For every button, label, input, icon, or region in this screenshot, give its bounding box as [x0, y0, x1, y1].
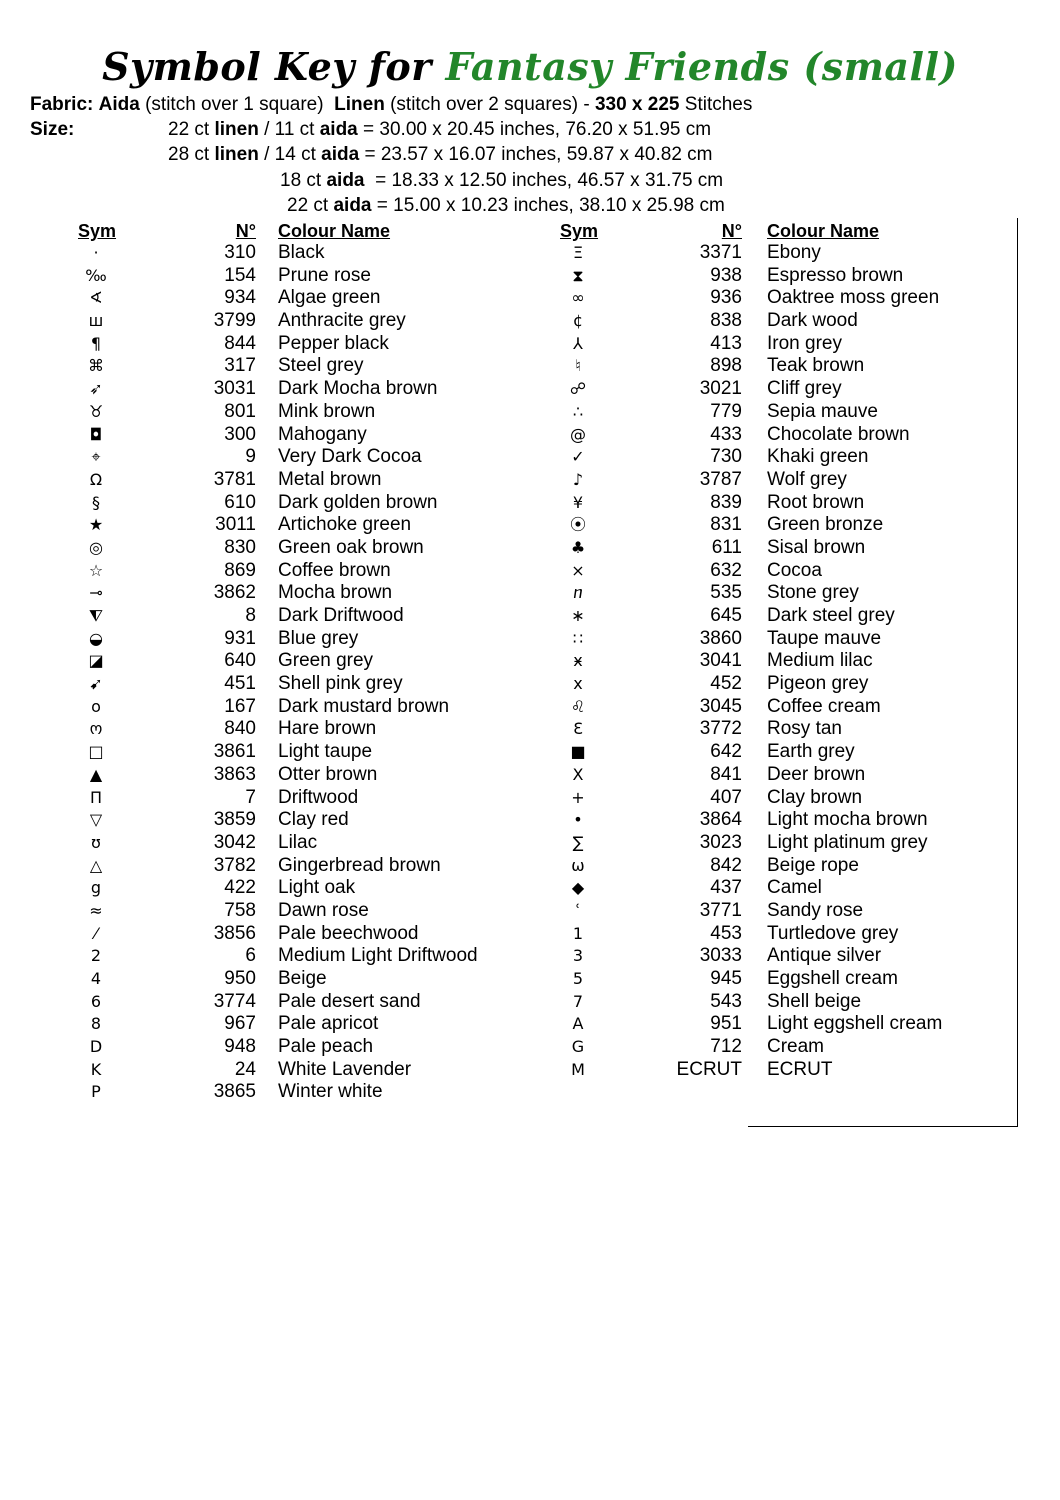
- colour-name-cell: Anthracite grey: [278, 310, 406, 332]
- symbol-cell: ¢: [572, 311, 584, 331]
- symbol-cell: ⦿: [569, 515, 586, 535]
- colour-name-cell: Medium lilac: [767, 650, 873, 672]
- title-prefix: Symbol Key for: [102, 44, 432, 89]
- colour-number-cell: 642: [710, 741, 742, 763]
- colour-name-cell: Beige: [278, 968, 327, 989]
- colour-number-cell: 730: [710, 446, 742, 468]
- colour-name-cell: Pale peach: [278, 1036, 374, 1058]
- size-text: 28 ct: [168, 144, 215, 165]
- right-colour-name-column: [767, 242, 942, 1081]
- colour-number-cell: 7: [245, 786, 256, 808]
- colour-name-cell: Taupe mauve: [767, 627, 882, 649]
- colour-number-cell: 610: [224, 491, 256, 513]
- symbol-cell: ⌖: [91, 447, 101, 467]
- colour-number-cell: 154: [224, 264, 256, 286]
- colour-number-cell: 3860: [699, 627, 742, 649]
- symbol-cell: 3: [572, 946, 584, 966]
- colour-number-cell: 831: [710, 514, 742, 536]
- symbol-cell: ო: [89, 719, 103, 739]
- size-text: = 23.57 x 16.07 inches, 59.87 x 40.82 cm: [359, 144, 713, 165]
- colour-name-cell: Light taupe: [278, 741, 373, 763]
- colour-name-cell: Lilac: [278, 831, 318, 853]
- symbol-cell: ⧨: [88, 606, 104, 625]
- left-header-num: N°: [235, 221, 256, 241]
- colour-name-cell: Driftwood: [278, 786, 359, 808]
- symbol-cell: ·: [93, 243, 99, 262]
- symbol-cell: ◎: [89, 537, 103, 557]
- colour-name-cell: Teak brown: [767, 355, 865, 377]
- colour-number-cell: 712: [710, 1036, 742, 1058]
- symbol-cell: A: [572, 1014, 584, 1034]
- symbol-cell: ◘: [89, 424, 103, 444]
- colour-number-cell: 535: [710, 582, 742, 604]
- colour-name-cell: Light eggshell cream: [767, 1013, 943, 1035]
- symbol-cell: Ɛ: [573, 719, 583, 739]
- colour-number-cell: 6: [245, 945, 256, 967]
- symbol-cell: ∴: [572, 401, 584, 421]
- colour-number-cell: 3859: [213, 809, 256, 831]
- symbol-cell: ⨯: [571, 560, 585, 580]
- colour-number-cell: 300: [224, 423, 256, 445]
- size-bold: aida: [326, 170, 365, 191]
- size-text: 22 ct: [287, 195, 334, 216]
- size-line-4: [287, 193, 725, 218]
- fabric-linen-note: (stitch over 2 squares) -: [390, 94, 590, 115]
- symbol-cell: 6: [90, 991, 102, 1011]
- symbol-cell: ‰: [85, 265, 107, 285]
- symbol-cell: 5: [572, 969, 584, 988]
- symbol-cell: ◒: [89, 628, 103, 648]
- colour-name-cell: Black: [278, 242, 325, 263]
- symbol-cell: ♌: [570, 696, 586, 716]
- symbol-cell: ⅄: [573, 333, 583, 353]
- colour-number-cell: 3799: [213, 310, 256, 332]
- colour-name-cell: Earth grey: [767, 741, 855, 763]
- colour-number-cell: 936: [710, 287, 742, 309]
- symbol-cell: K: [90, 1059, 102, 1079]
- colour-number-cell: ECRUT: [676, 1058, 742, 1080]
- colour-number-cell: 8: [245, 605, 256, 626]
- colour-number-cell: 967: [224, 1013, 256, 1035]
- size-bold: aida: [321, 144, 360, 165]
- symbol-cell: •: [573, 810, 583, 830]
- colour-number-cell: 779: [710, 400, 742, 422]
- symbol-cell: ▽: [89, 810, 103, 830]
- symbol-cell: ¥: [572, 492, 584, 512]
- colour-name-cell: Sepia mauve: [767, 400, 878, 422]
- colour-name-cell: Clay brown: [767, 786, 863, 808]
- colour-number-cell: 938: [710, 264, 742, 286]
- colour-name-cell: ECRUT: [767, 1058, 833, 1080]
- symbol-cell: §: [92, 492, 100, 512]
- colour-number-cell: 948: [224, 1036, 256, 1058]
- size-bold: aida: [333, 195, 372, 216]
- colour-name-cell: Dark Driftwood: [278, 605, 404, 626]
- colour-number-cell: 842: [710, 854, 742, 876]
- symbol-cell: ʿ: [575, 900, 581, 920]
- colour-number-cell: 167: [224, 695, 256, 717]
- colour-number-cell: 841: [710, 763, 742, 785]
- colour-number-cell: 869: [224, 559, 256, 581]
- colour-name-cell: Cream: [767, 1036, 825, 1058]
- colour-number-cell: 451: [224, 673, 256, 695]
- symbol-cell: ω: [571, 855, 585, 875]
- right-number-column: [652, 242, 742, 1081]
- symbol-cell: G: [571, 1037, 585, 1057]
- colour-number-cell: 632: [710, 559, 742, 581]
- colour-number-cell: 645: [710, 605, 742, 626]
- symbol-cell: ⌘: [88, 356, 104, 376]
- colour-number-cell: 3865: [213, 1081, 256, 1103]
- left-header-name: Colour Name: [278, 221, 391, 241]
- right-symbol-column: [558, 242, 598, 1081]
- colour-name-cell: Clay red: [278, 809, 349, 831]
- size-text: 22 ct: [168, 119, 215, 140]
- title-design-name: Fantasy Friends (small): [445, 44, 958, 89]
- symbol-cell: Ξ: [572, 243, 584, 262]
- symbol-cell: ʊ: [91, 832, 101, 852]
- symbol-cell: ш: [88, 311, 104, 331]
- size-text: = 30.00 x 20.45 inches, 76.20 x 51.95 cm: [357, 119, 712, 140]
- fabric-dims: 330 x 225: [594, 94, 680, 115]
- colour-name-cell: Turtledove grey: [767, 922, 899, 944]
- colour-name-cell: Otter brown: [278, 763, 378, 785]
- colour-number-cell: 3864: [699, 809, 742, 831]
- symbol-cell: ∞: [571, 288, 585, 308]
- colour-name-cell: Dark mustard brown: [278, 695, 450, 717]
- colour-number-cell: 951: [710, 1013, 742, 1035]
- size-bold: linen: [214, 119, 259, 140]
- symbol-cell: ♮: [575, 356, 581, 376]
- left-colour-name-column: [278, 242, 478, 1104]
- colour-name-cell: Shell beige: [767, 990, 862, 1012]
- right-header-sym: Sym: [560, 221, 599, 241]
- symbol-cell: P: [91, 1082, 101, 1102]
- symbol-cell: ◆: [571, 878, 585, 898]
- size-line-3: [280, 168, 723, 193]
- symbol-cell: Π: [89, 787, 103, 807]
- symbol-cell: ⊸: [89, 583, 103, 603]
- colour-name-cell: Mahogany: [278, 423, 367, 445]
- colour-name-cell: Iron grey: [767, 332, 842, 354]
- colour-number-cell: 801: [224, 400, 256, 422]
- colour-name-cell: Light oak: [278, 877, 356, 899]
- colour-name-cell: Steel grey: [278, 355, 364, 377]
- colour-name-cell: Wolf grey: [767, 468, 847, 490]
- colour-number-cell: 3031: [213, 378, 256, 400]
- colour-number-cell: 838: [710, 310, 742, 332]
- colour-number-cell: 3771: [699, 899, 742, 921]
- size-bold: aida: [319, 119, 358, 140]
- colour-number-cell: 945: [710, 968, 742, 989]
- symbol-cell: x: [573, 674, 583, 694]
- symbol-cell: ⧗: [572, 265, 584, 285]
- colour-number-cell: 3772: [699, 718, 742, 740]
- colour-name-cell: Beige rope: [767, 854, 859, 876]
- colour-name-cell: Pigeon grey: [767, 673, 869, 695]
- colour-number-cell: 3021: [699, 378, 742, 400]
- colour-number-cell: 433: [710, 423, 742, 445]
- colour-name-cell: Stone grey: [767, 582, 859, 604]
- colour-name-cell: Cocoa: [767, 559, 822, 581]
- page-title: [0, 44, 1060, 89]
- symbol-cell: □: [88, 742, 104, 762]
- colour-name-cell: Camel: [767, 877, 822, 899]
- fabric-aida: Aida: [98, 94, 140, 115]
- colour-name-cell: Rosy tan: [767, 718, 842, 740]
- colour-name-cell: Ebony: [767, 242, 821, 263]
- colour-name-cell: Dark steel grey: [767, 605, 895, 626]
- colour-number-cell: 3011: [215, 514, 256, 536]
- size-bold: linen: [214, 144, 259, 165]
- colour-name-cell: Metal brown: [278, 468, 382, 490]
- fabric-dims-unit: Stitches: [684, 94, 753, 115]
- colour-number-cell: 317: [224, 355, 256, 377]
- colour-name-cell: Light mocha brown: [767, 809, 928, 831]
- right-border-line: [1017, 218, 1018, 1127]
- size-text: = 18.33 x 12.50 inches, 46.57 x 31.75 cm: [364, 170, 724, 191]
- colour-number-cell: 611: [711, 536, 742, 558]
- colour-name-cell: Medium Light Driftwood: [278, 945, 478, 967]
- colour-number-cell: 640: [224, 650, 256, 672]
- symbol-cell: 7: [572, 991, 584, 1011]
- colour-name-cell: Coffee cream: [767, 695, 881, 717]
- colour-number-cell: 437: [710, 877, 742, 899]
- colour-name-cell: Green oak brown: [278, 536, 424, 558]
- symbol-cell: ✓: [571, 447, 585, 467]
- colour-name-cell: Dark wood: [767, 310, 858, 332]
- left-symbol-column: [76, 242, 116, 1104]
- colour-number-cell: 840: [224, 718, 256, 740]
- left-number-column: [166, 242, 256, 1104]
- symbol-cell: @: [570, 424, 586, 444]
- symbol-cell: ∑: [572, 832, 584, 852]
- symbol-cell: ■: [570, 742, 586, 762]
- right-header-num: N°: [721, 221, 742, 241]
- colour-name-cell: Espresso brown: [767, 264, 904, 286]
- colour-name-cell: Green grey: [278, 650, 374, 672]
- colour-name-cell: Pale beechwood: [278, 922, 419, 944]
- colour-name-cell: Winter white: [278, 1081, 383, 1103]
- symbol-cell: ∗: [571, 606, 585, 625]
- symbol-cell: ▲: [89, 764, 103, 784]
- colour-number-cell: 898: [710, 355, 742, 377]
- colour-name-cell: Prune rose: [278, 264, 371, 286]
- colour-number-cell: 950: [224, 968, 256, 989]
- size-text: = 15.00 x 10.23 inches, 38.10 x 25.98 cm: [371, 195, 725, 216]
- fabric-label: Fabric:: [30, 94, 94, 115]
- colour-name-cell: Dark golden brown: [278, 491, 438, 513]
- colour-name-cell: Chocolate brown: [767, 423, 910, 445]
- colour-name-cell: Root brown: [767, 491, 865, 513]
- symbol-cell: △: [89, 855, 103, 875]
- symbol-cell: ∢: [89, 288, 103, 308]
- colour-name-cell: Coffee brown: [278, 559, 391, 581]
- colour-number-cell: 3371: [699, 242, 742, 263]
- colour-number-cell: 3782: [213, 854, 256, 876]
- colour-number-cell: 3861: [213, 741, 256, 763]
- colour-number-cell: 407: [710, 786, 742, 808]
- colour-name-cell: White Lavender: [278, 1058, 412, 1080]
- symbol-cell: 2: [90, 946, 102, 966]
- colour-name-cell: Mink brown: [278, 400, 376, 422]
- right-header-name: Colour Name: [767, 221, 880, 241]
- symbol-cell: ♣: [570, 537, 586, 557]
- colour-name-cell: Shell pink grey: [278, 673, 403, 695]
- colour-name-cell: Hare brown: [278, 718, 377, 740]
- symbol-cell: 4: [90, 969, 102, 988]
- colour-number-cell: 844: [224, 332, 256, 354]
- colour-name-cell: Pale apricot: [278, 1013, 379, 1035]
- colour-number-cell: 934: [224, 287, 256, 309]
- fabric-aida-note: (stitch over 1 square): [145, 94, 324, 115]
- colour-name-cell: Gingerbread brown: [278, 854, 441, 876]
- symbol-cell: ⁄: [94, 923, 98, 943]
- colour-number-cell: 3033: [699, 945, 742, 967]
- symbol-cell: Ⅹ: [572, 764, 584, 784]
- colour-name-cell: Pale desert sand: [278, 990, 421, 1012]
- colour-number-cell: 422: [224, 877, 256, 899]
- colour-name-cell: Algae green: [278, 287, 381, 309]
- size-text: 18 ct: [280, 170, 327, 191]
- colour-number-cell: 310: [224, 242, 256, 263]
- symbol-cell: ⴖ: [573, 583, 583, 603]
- colour-name-cell: Khaki green: [767, 446, 869, 468]
- size-text: / 11 ct: [258, 119, 320, 140]
- symbol-cell: M: [571, 1059, 585, 1079]
- colour-name-cell: Green bronze: [767, 514, 884, 536]
- symbol-cell: ӿ: [573, 651, 583, 671]
- symbol-cell: ➶: [89, 379, 103, 399]
- colour-name-cell: Dark Mocha brown: [278, 378, 438, 400]
- colour-number-cell: 839: [710, 491, 742, 513]
- symbol-cell: ≈: [89, 900, 103, 920]
- colour-name-cell: Artichoke green: [278, 514, 412, 536]
- symbol-cell: +: [571, 787, 585, 807]
- symbol-cell: g: [90, 878, 102, 898]
- fabric-line: [30, 92, 752, 117]
- colour-name-cell: Pepper black: [278, 332, 389, 354]
- colour-number-cell: 413: [710, 332, 742, 354]
- symbol-cell: ☍: [569, 379, 587, 399]
- colour-number-cell: 3042: [213, 831, 256, 853]
- colour-number-cell: 24: [234, 1058, 256, 1080]
- symbol-cell: D: [89, 1037, 103, 1057]
- symbol-cell: 1: [572, 923, 584, 943]
- symbol-cell: ∷: [572, 628, 584, 648]
- size-text: / 14 ct: [258, 144, 322, 165]
- colour-number-cell: 3781: [213, 468, 256, 490]
- symbol-cell: ◪: [88, 651, 104, 671]
- colour-number-cell: 830: [224, 536, 256, 558]
- symbol-cell: ¶: [90, 333, 102, 353]
- size-line-1: [168, 117, 711, 142]
- symbol-cell: ♪: [572, 469, 584, 489]
- colour-number-cell: 3045: [699, 695, 742, 717]
- symbol-cell: 8: [90, 1014, 102, 1034]
- colour-number-cell: 3787: [699, 468, 742, 490]
- size-label: Size:: [30, 119, 75, 140]
- colour-number-cell: 3862: [213, 582, 256, 604]
- colour-name-cell: Very Dark Cocoa: [278, 446, 422, 468]
- colour-number-cell: 931: [224, 627, 256, 649]
- colour-name-cell: Sandy rose: [767, 899, 864, 921]
- colour-number-cell: 758: [224, 899, 256, 921]
- symbol-cell: Ω: [89, 469, 103, 489]
- symbol-cell: ☆: [88, 560, 104, 580]
- colour-number-cell: 453: [710, 922, 742, 944]
- colour-name-cell: Mocha brown: [278, 582, 393, 604]
- colour-number-cell: 3041: [699, 650, 742, 672]
- colour-name-cell: Blue grey: [278, 627, 359, 649]
- colour-number-cell: 3023: [699, 831, 742, 853]
- symbol-cell: ★: [88, 515, 104, 535]
- colour-number-cell: 3863: [213, 763, 256, 785]
- left-header-sym: Sym: [78, 221, 117, 241]
- symbol-cell: ♉: [88, 401, 104, 421]
- colour-name-cell: Deer brown: [767, 763, 866, 785]
- colour-name-cell: Eggshell cream: [767, 968, 898, 989]
- size-line-2: [168, 142, 713, 167]
- colour-number-cell: 543: [710, 990, 742, 1012]
- colour-number-cell: 452: [710, 673, 742, 695]
- symbol-cell: ➹: [89, 674, 103, 694]
- bottom-border-line: [748, 1126, 1018, 1127]
- colour-number-cell: 9: [245, 446, 256, 468]
- colour-name-cell: Sisal brown: [767, 536, 866, 558]
- fabric-linen: Linen: [334, 94, 385, 115]
- colour-name-cell: Antique silver: [767, 945, 882, 967]
- symbol-cell: o: [91, 696, 101, 716]
- colour-name-cell: Cliff grey: [767, 378, 842, 400]
- colour-name-cell: Dawn rose: [278, 899, 369, 921]
- colour-number-cell: 3856: [213, 922, 256, 944]
- colour-name-cell: Light platinum grey: [767, 831, 928, 853]
- colour-number-cell: 3774: [213, 990, 256, 1012]
- colour-name-cell: Oaktree moss green: [767, 287, 940, 309]
